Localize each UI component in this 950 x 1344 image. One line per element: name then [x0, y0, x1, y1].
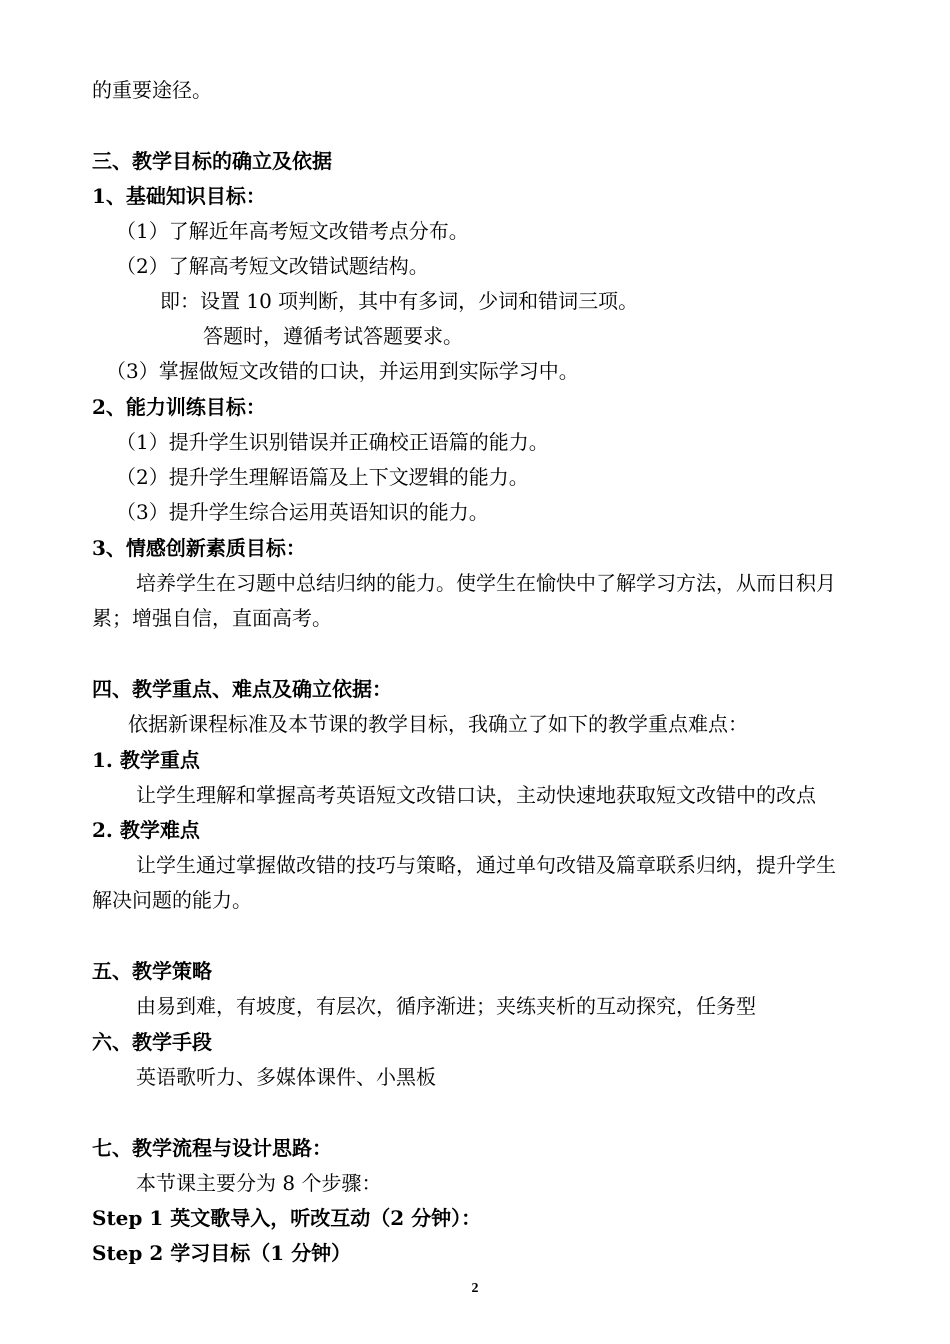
goal-1-item-2-note-2: 答题时，遵循考试答题要求。 — [203, 324, 463, 348]
section-4-heading: 四、教学重点、难点及确立依据： — [92, 677, 392, 701]
page-number: 2 — [471, 1281, 479, 1296]
difficult-point-title: 2. 教学难点 — [92, 818, 200, 842]
goal-1-item-2: （2）了解高考短文改错试题结构。 — [116, 254, 429, 278]
section-3-heading: 三、教学目标的确立及依据 — [92, 149, 332, 173]
section-7-heading: 七、教学流程与设计思路： — [92, 1136, 332, 1160]
section-5-text: 由易到难，有坡度，有层次，循序渐进；夹练夹析的互动探究，任务型 — [136, 994, 756, 1018]
goal-1-item-3: （3）掌握做短文改错的口诀，并运用到实际学习中。 — [106, 359, 579, 383]
goal-3-paragraph-line-2: 累；增强自信，直面高考。 — [92, 606, 332, 630]
goal-2-title: 2、能力训练目标： — [92, 395, 266, 419]
goal-1-item-1: （1）了解近年高考短文改错考点分布。 — [116, 219, 469, 243]
step-1: Step 1 英文歌导入，听改互动（2 分钟）： — [92, 1206, 482, 1230]
step-2: Step 2 学习目标（1 分钟） — [92, 1241, 352, 1265]
difficult-point-line-2: 解决问题的能力。 — [92, 888, 252, 912]
section-7-intro: 本节课主要分为 8 个步骤： — [136, 1171, 382, 1195]
goal-1-item-2-note-1: 即：设置 10 项判断，其中有多词，少词和错词三项。 — [160, 289, 639, 313]
section-6-text: 英语歌听力、多媒体课件、小黑板 — [136, 1065, 436, 1089]
section-6-heading: 六、教学手段 — [92, 1030, 212, 1054]
section-4-intro: 依据新课程标准及本节课的教学目标，我确立了如下的教学重点难点： — [128, 712, 748, 736]
goal-3-paragraph-line-1: 培养学生在习题中总结归纳的能力。使学生在愉快中了解学习方法，从而日积月 — [136, 571, 836, 595]
key-point-text: 让学生理解和掌握高考英语短文改错口诀，主动快速地获取短文改错中的改点 — [136, 783, 816, 807]
section-5-heading: 五、教学策略 — [92, 959, 212, 983]
goal-2-item-3: （3）提升学生综合运用英语知识的能力。 — [116, 500, 489, 524]
difficult-point-line-1: 让学生通过掌握做改错的技巧与策略，通过单句改错及篇章联系归纳，提升学生 — [136, 853, 836, 877]
intro-tail-text: 的重要途径。 — [92, 78, 212, 102]
goal-2-item-2: （2）提升学生理解语篇及上下文逻辑的能力。 — [116, 465, 529, 489]
goal-2-item-1: （1）提升学生识别错误并正确校正语篇的能力。 — [116, 430, 549, 454]
goal-3-title: 3、情感创新素质目标： — [92, 536, 306, 560]
goal-1-title: 1、基础知识目标： — [92, 184, 266, 208]
key-point-title: 1. 教学重点 — [92, 748, 200, 772]
